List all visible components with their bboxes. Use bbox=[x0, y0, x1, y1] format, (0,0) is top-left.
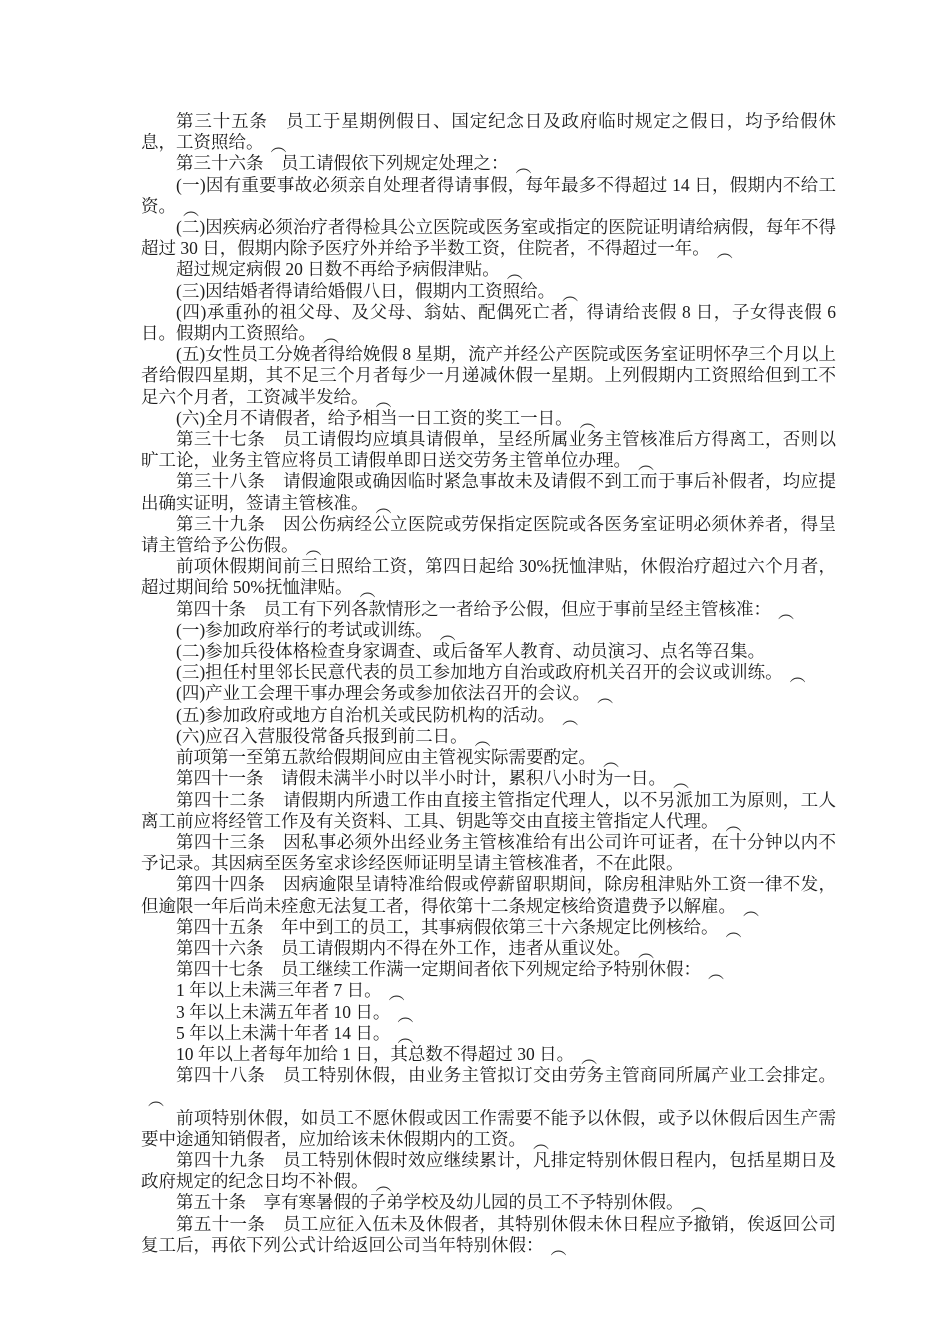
paragraph-text: 第四十五条 年中到工的员工，其事病假依第三十六条规定比例核给。 bbox=[176, 916, 719, 937]
paragraph bbox=[141, 344, 836, 408]
paragraph bbox=[141, 408, 836, 429]
paragraph bbox=[141, 1023, 836, 1044]
paragraph-text: (六)全月不请假者，给予相当一日工资的奖工一日。 bbox=[176, 407, 573, 428]
paragraph-end-mark-icon: ︵ bbox=[743, 901, 760, 919]
paragraph bbox=[141, 959, 836, 983]
paragraph-text: (三)担任村里邻长民意代表的员工参加地方自治或政府机关召开的会议或训练。 bbox=[176, 662, 783, 683]
paragraph-text: 第四十四条 因病逾限呈请特准给假或停薪留职期间，除房租津贴外工资一律不发，但逾限一年后尚未痊愈无法复工者，得依第十二条规定核给资遣费予以解雇。 bbox=[141, 874, 836, 916]
paragraph-end-mark-icon: ︵ bbox=[375, 498, 392, 516]
paragraph-text: (五)女性员工分娩者得给娩假 8 星期，流产并经公产医院或医务室证明怀孕三个月以上者给假四星期，其不足三个月者每少一月递减休假一星期。上列假期内工资照给但到工不足六个月者，工资减半发给。 bbox=[141, 344, 836, 407]
paragraph-end-mark-icon: ︵ bbox=[725, 922, 742, 940]
paragraph-end-mark-icon: ︵ bbox=[562, 710, 579, 728]
paragraph bbox=[141, 917, 836, 938]
paragraph-end-mark-icon: ︵ bbox=[375, 392, 392, 410]
paragraph-text: 第四十二条 请假期内所遗工作由直接主管指定代理人，以不另派加工为原则，工人离工前应将经管工作及有关资料、工具、钥匙等交由直接主管指定人代理。 bbox=[141, 789, 836, 831]
paragraph-text: (四)产业工会理干事办理会务或参加依法召开的会议。 bbox=[176, 683, 591, 704]
paragraph-text: 第三十八条 请假逾限或确因临时紧急事故未及请假不到工而于事后补假者，均应提出确实证明，签请主管核准。 bbox=[141, 471, 836, 513]
paragraph bbox=[141, 217, 836, 262]
paragraph bbox=[141, 259, 836, 283]
paragraph-end-mark-icon: ︵ bbox=[397, 1007, 414, 1025]
paragraph-text: 第三十五条 员工于星期例假日、国定纪念日及政府临时规定之假日，均予给假休息，工资照给。 bbox=[141, 111, 836, 153]
paragraph-end-mark-icon: ︵ bbox=[638, 456, 655, 474]
paragraph bbox=[141, 1214, 836, 1256]
paragraph-text: (二)参加兵役体格检查身家调查、或后备军人教育、动员演习、点名等召集。 bbox=[176, 641, 766, 662]
paragraph bbox=[141, 301, 836, 347]
paragraph-end-mark-icon: ︵ bbox=[708, 965, 725, 983]
paragraph-end-mark-icon: ︵ bbox=[725, 816, 742, 834]
paragraph-end-mark-icon: ︵ bbox=[439, 625, 456, 643]
paragraph-text: (四)承重孙的祖父母、及父母、翁姑、配偶死亡者，得请给丧假 8 日，子女得丧假 6 日。假期内工资照给。 bbox=[141, 301, 836, 344]
paragraph-text: 第三十九条 因公伤病经公立医院或劳保指定医院或各医务室证明必须休养者，得呈请主管给予公伤假。 bbox=[141, 513, 836, 556]
paragraph-text: 第五十一条 员工应征入伍未及休假者，其特别休假未休日程应予撤销，俟返回公司复工后，再依下列公式计给返回公司当年特别休假： bbox=[141, 1213, 836, 1255]
paragraph-end-mark-icon: ︵ bbox=[515, 159, 532, 177]
paragraph-end-mark-icon: ︵ bbox=[388, 986, 405, 1004]
paragraph-end-mark-icon: ︵ bbox=[148, 1092, 165, 1110]
paragraph-end-mark-icon: ︵ bbox=[638, 943, 655, 961]
paragraph-end-mark-icon: ︵ bbox=[397, 1028, 414, 1046]
paragraph bbox=[141, 874, 836, 919]
paragraph-end-mark-icon: ︵ bbox=[673, 774, 690, 792]
paragraph-text: 前项特别休假，如员工不愿休假或因工作需要不能予以休假，或予以休假后因生产需要中途通知销假者，应加给该未休假期内的工资。 bbox=[141, 1107, 836, 1149]
paragraph-text: 第四十九条 员工特别休假时效应继续累计，凡排定特别休假日程内，包括星期日及政府规定的纪念日均不补假。 bbox=[141, 1149, 836, 1192]
paragraph-end-mark-icon: ︵ bbox=[562, 286, 579, 304]
paragraph bbox=[141, 705, 836, 726]
paragraph-end-mark-icon: ︵ bbox=[603, 753, 620, 771]
paragraph-end-mark-icon: ︵ bbox=[359, 583, 376, 601]
paragraph bbox=[141, 620, 836, 641]
paragraph bbox=[141, 1002, 836, 1023]
paragraph bbox=[141, 641, 836, 662]
paragraph-text: (三)因结婚者得请给婚假八日，假期内工资照给。 bbox=[176, 280, 556, 301]
paragraph-text: 第四十七条 员工继续工作满一定期间者依下列规定给予特别休假： bbox=[176, 959, 701, 980]
paragraph bbox=[141, 938, 836, 959]
paragraph bbox=[141, 662, 836, 686]
paragraph bbox=[141, 726, 836, 747]
paragraph-end-mark-icon: ︵ bbox=[789, 668, 806, 686]
paragraph bbox=[141, 153, 836, 177]
paragraph bbox=[141, 1065, 836, 1110]
paragraph bbox=[141, 1149, 836, 1195]
paragraph-text: 第三十七条 员工请假均应填具请假单，呈经所属业务主管核准后方得离工，否则以旷工论，业务主管应将员工请假单即日送交劳务主管单位办理。 bbox=[141, 429, 836, 471]
paragraph-text: 10 年以上者每年加给 1 日，其总数不得超过 30 日。 bbox=[176, 1043, 575, 1064]
paragraph bbox=[141, 599, 836, 620]
paragraph-end-mark-icon: ︵ bbox=[690, 1198, 707, 1216]
paragraph bbox=[141, 980, 836, 1004]
paragraph bbox=[141, 175, 836, 217]
paragraph-end-mark-icon: ︵ bbox=[716, 244, 733, 262]
paragraph-text: 第四十三条 因私事必须外出经业务主管核准给有出公司许可证者，在十分钟以内不予记录。其因病至医务室求诊经医师证明呈请主管核准者，不在此限。 bbox=[141, 831, 836, 874]
paragraph-text: 第四十一条 请假未满半小时以半小时计，累积八小时为一日。 bbox=[176, 768, 666, 789]
paragraph-end-mark-icon: ︵ bbox=[474, 731, 491, 749]
paragraph bbox=[141, 747, 836, 771]
paragraph-text: 前项第一至第五款给假期间应由主管视实际需要酌定。 bbox=[176, 747, 596, 768]
paragraph-text: (六)应召入营服役常备兵报到前二日。 bbox=[176, 725, 468, 746]
paragraph-end-mark-icon: ︵ bbox=[533, 1134, 550, 1152]
paragraph-end-mark-icon: ︵ bbox=[579, 413, 596, 431]
paragraph bbox=[141, 1108, 836, 1150]
paragraph-text: 3 年以上未满五年者 10 日。 bbox=[176, 1001, 391, 1022]
paragraph bbox=[141, 556, 836, 601]
paragraph-end-mark-icon: ︵ bbox=[375, 1177, 392, 1195]
paragraph-text: 1 年以上未满三年者 7 日。 bbox=[176, 980, 382, 1001]
document-body bbox=[141, 111, 836, 1256]
paragraph bbox=[141, 111, 836, 156]
paragraph-end-mark-icon: ︵ bbox=[778, 604, 795, 622]
paragraph bbox=[141, 281, 836, 302]
paragraph bbox=[141, 513, 836, 559]
paragraph bbox=[141, 471, 836, 516]
paragraph-end-mark-icon: ︵ bbox=[270, 138, 287, 156]
paragraph-text: 5 年以上未满十年者 14 日。 bbox=[176, 1022, 391, 1043]
paragraph-end-mark-icon: ︵ bbox=[550, 1240, 567, 1258]
paragraph-end-mark-icon: ︵ bbox=[323, 329, 340, 347]
paragraph bbox=[141, 683, 836, 707]
paragraph-end-mark-icon: ︵ bbox=[597, 689, 614, 707]
paragraph-text: 第四十条 员工有下列各款情形之一者给予公假，但应于事前呈经主管核准： bbox=[176, 598, 771, 619]
paragraph-text: 第四十六条 员工请假期内不得在外工作，违者从重议处。 bbox=[176, 937, 631, 958]
paragraph-end-mark-icon: ︵ bbox=[305, 541, 322, 559]
paragraph-text: (一)参加政府举行的考试或训练。 bbox=[176, 619, 433, 640]
paragraph-text: 第四十八条 员工特别休假，由业务主管拟订交由劳务主管商同所属产业工会排定。 bbox=[176, 1065, 836, 1086]
paragraph-text: 第五十条 享有寒暑假的子弟学校及幼儿园的员工不予特别休假。 bbox=[176, 1192, 684, 1213]
paragraph bbox=[141, 832, 836, 874]
paragraph bbox=[141, 429, 836, 474]
paragraph bbox=[141, 790, 836, 832]
paragraph-text: 第三十六条 员工请假依下列规定处理之： bbox=[176, 153, 509, 174]
paragraph-end-mark-icon: ︵ bbox=[506, 265, 523, 283]
paragraph bbox=[141, 1192, 836, 1216]
paragraph-text: 前项休假期间前三日照给工资，第四日起给 30%抚恤津贴，休假治疗超过六个月者，超过期间给 50%抚恤津贴。 bbox=[141, 556, 836, 598]
paragraph-text: (二)因疾病必须治疗者得检具公立医院或医务室或指定的医院证明请给病假，每年不得超过 30 日，假期内除予医疗外并给予半数工资，住院者，不得超过一年。 bbox=[141, 217, 836, 259]
paragraph-end-mark-icon: ︵ bbox=[183, 201, 200, 219]
paragraph-text: 超过规定病假 20 日数不再给予病假津贴。 bbox=[176, 259, 500, 280]
paragraph-end-mark-icon: ︵ bbox=[581, 1049, 598, 1067]
paragraph-text: (一)因有重要事故必须亲自处理者得请事假，每年最多不得超过 14 日，假期内不给工资。 bbox=[141, 174, 836, 216]
paragraph-text: (五)参加政府或地方自治机关或民防机构的活动。 bbox=[176, 704, 556, 725]
paragraph bbox=[141, 1044, 836, 1065]
paragraph bbox=[141, 768, 836, 792]
